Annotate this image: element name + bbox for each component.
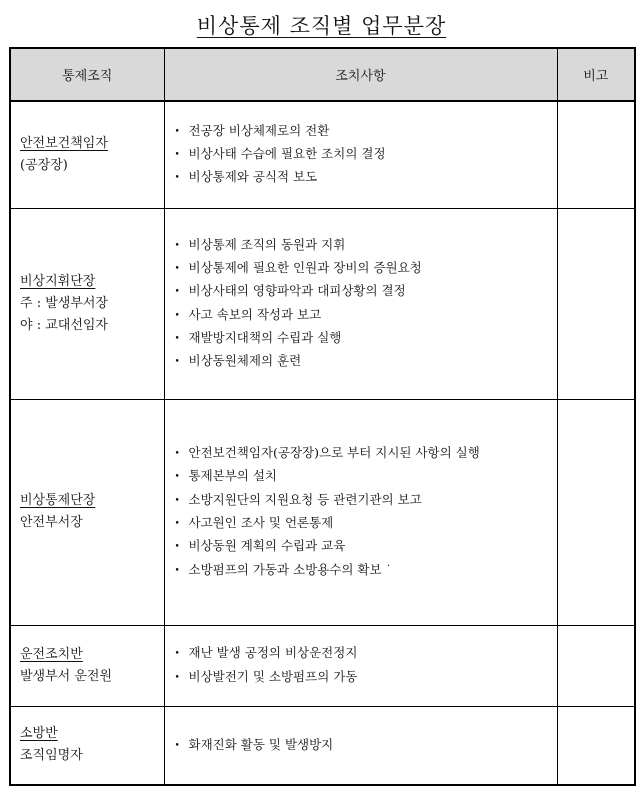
org-line: 발생부서 운전원 <box>20 668 113 684</box>
action-item: • 안전보건책임자(공장장)으로 부터 지시된 사항의 실행 <box>174 445 480 461</box>
org-line: 조직임명자 <box>20 748 83 764</box>
action-item: • 비상통제에 필요한 인원과 장비의 증원요청 <box>174 259 422 275</box>
action-item: • 통제본부의 설치 <box>174 468 277 484</box>
header-row <box>10 48 635 101</box>
note-cell <box>557 399 635 625</box>
org-name: 비상통제단장 <box>20 493 96 508</box>
actions-cell <box>164 625 557 706</box>
table-row <box>10 706 635 785</box>
note-cell <box>557 208 635 399</box>
org-cell <box>10 101 164 208</box>
action-item: • 재발방지대책의 수립과 실행 <box>174 329 342 345</box>
note-cell <box>557 706 635 785</box>
header-org: 통제조직 <box>10 48 164 101</box>
org-name: 소방반 <box>20 726 58 742</box>
org-cell <box>10 625 164 706</box>
org-line: 안전부서장 <box>20 515 83 530</box>
action-item: • 사고 속보의 작성과 보고 <box>174 306 322 322</box>
org-line: 야 : 교대선임자 <box>20 317 108 333</box>
action-item: • 비상통제와 공식적 보도 <box>174 169 318 185</box>
org-cell <box>10 706 164 785</box>
action-item: • 사고원인 조사 및 언론통제 <box>174 515 334 530</box>
table-row <box>10 208 635 399</box>
org-cell <box>10 399 164 625</box>
action-item: • 비상동원체제의 훈련 <box>174 353 302 369</box>
note-cell <box>557 625 635 706</box>
org-line: (공장장) <box>20 157 68 173</box>
org-name: 안전보건책임자 <box>20 135 108 151</box>
actions-cell <box>164 101 557 208</box>
actions-cell <box>164 399 557 625</box>
action-item: • 전공장 비상체제로의 전환 <box>174 122 330 138</box>
action-item: • 소방펌프의 가동과 소방용수의 확보 ˙ <box>174 561 392 577</box>
action-item: • 비상통제 조직의 동원과 지휘 <box>174 236 346 252</box>
org-cell <box>10 208 164 399</box>
action-item: • 비상발전기 및 소방펌프의 가동 <box>174 668 358 684</box>
action-item: • 화재진화 활동 및 발생방지 <box>174 736 334 752</box>
action-item: • 재난 발생 공정의 비상운전정지 <box>174 645 358 661</box>
org-name: 운전조치반 <box>20 646 83 662</box>
actions-cell <box>164 706 557 785</box>
page-title: 비상통제 조직별 업무분장 <box>196 14 447 38</box>
actions-cell <box>164 208 557 399</box>
header-actions: 조치사항 <box>164 48 557 101</box>
note-cell <box>557 101 635 208</box>
org-line: 주 : 발생부서장 <box>20 295 108 311</box>
org-name: 비상지휘단장 <box>20 273 96 289</box>
table-row <box>10 625 635 706</box>
table-row <box>10 101 635 208</box>
action-item: • 소방지원단의 지원요청 등 관련기관의 보고 <box>174 491 422 507</box>
header-note: 비고 <box>557 48 635 101</box>
duty-table <box>9 47 636 786</box>
table-row <box>10 399 635 625</box>
action-item: • 비상사태의 영향파악과 대피상황의 결정 <box>174 283 406 299</box>
action-item: • 비상사태 수습에 필요한 조치의 결정 <box>174 146 386 162</box>
action-item: • 비상동원 계획의 수립과 교육 <box>174 538 346 554</box>
